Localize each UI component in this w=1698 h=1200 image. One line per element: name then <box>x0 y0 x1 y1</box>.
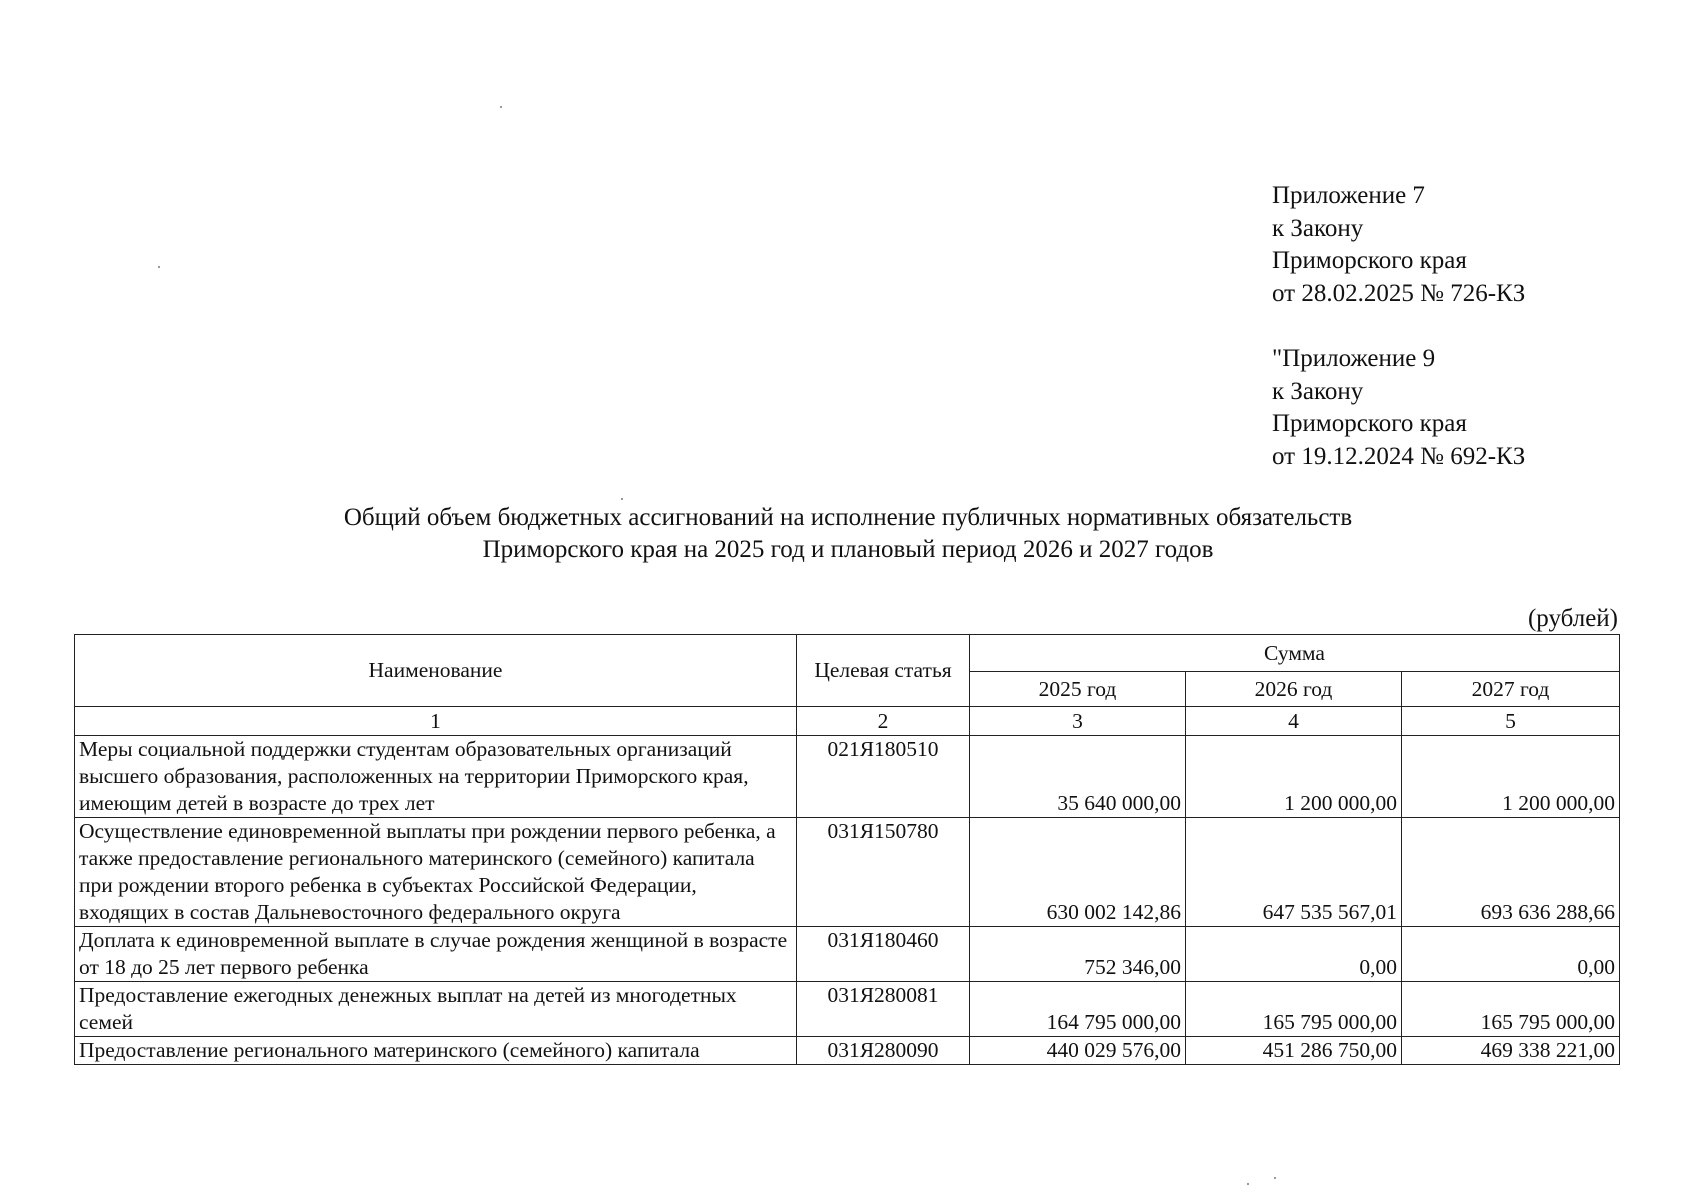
row-name: Предоставление ежегодных денежных выплат на детей из многодетных семей <box>75 982 797 1037</box>
scan-speck <box>500 106 502 108</box>
scan-speck <box>621 498 623 500</box>
row-amount-2027: 1 200 000,00 <box>1402 736 1620 818</box>
scan-speck <box>158 266 160 268</box>
row-amount-2027: 165 795 000,00 <box>1402 982 1620 1037</box>
title-line-2: Приморского края на 2025 год и плановый период 2026 и 2027 годов <box>482 536 1214 563</box>
appendix-gap <box>1272 310 1525 343</box>
row-name: Осуществление единовременной выплаты при рождении первого ребенка, а также предоставление регионального материнского (семейного) капитала при рождении второго ребенка в субъектах Российской Федерации, входящих в состав Дальневосточного федерального округа <box>75 818 797 927</box>
column-number: 2 <box>797 707 970 736</box>
row-amount-2025: 164 795 000,00 <box>970 982 1186 1037</box>
appendix-line: от 19.12.2024 № 692-КЗ <box>1272 442 1526 470</box>
row-code: 031Я180460 <box>797 927 970 982</box>
title-line-1: Общий объем бюджетных ассигнований на исполнение публичных нормативных обязательств <box>343 504 1353 531</box>
scan-speck <box>1247 1183 1249 1185</box>
row-name: Меры социальной поддержки студентам образовательных организаций высшего образования, расположенных на территории Приморского края, имеющим детей в возрасте до трех лет <box>75 736 797 818</box>
appendix-line: к Закону <box>1272 214 1364 242</box>
row-amount-2026: 0,00 <box>1186 927 1402 982</box>
appendix-line: Приморского края <box>1272 410 1467 437</box>
row-amount-2025: 752 346,00 <box>970 927 1186 982</box>
scan-speck <box>1274 1177 1276 1179</box>
row-amount-2027: 469 338 221,00 <box>1402 1037 1620 1065</box>
table-row <box>75 982 1620 1037</box>
appendix-reference <box>1272 180 1525 473</box>
header-row <box>75 635 1620 672</box>
row-code: 031Я280081 <box>797 982 970 1037</box>
header-year-2025: 2025 год <box>970 672 1186 707</box>
row-amount-2026: 647 535 567,01 <box>1186 818 1402 927</box>
row-amount-2026: 451 286 750,00 <box>1186 1037 1402 1065</box>
row-amount-2025: 440 029 576,00 <box>970 1037 1186 1065</box>
table-row <box>75 1037 1620 1065</box>
appendix-line: Приморского края <box>1272 247 1467 274</box>
header-name: Наименование <box>75 635 797 707</box>
appendix-line: от 28.02.2025 № 726-КЗ <box>1272 279 1526 307</box>
row-amount-2025: 630 002 142,86 <box>970 818 1186 927</box>
row-name: Предоставление регионального материнского (семейного) капитала <box>75 1037 797 1065</box>
header-year-2026: 2026 год <box>1186 672 1402 707</box>
column-number-row <box>75 707 1620 736</box>
row-code: 021Я180510 <box>797 736 970 818</box>
header-code: Целевая статья <box>797 635 970 707</box>
row-amount-2025: 35 640 000,00 <box>970 736 1186 818</box>
column-number: 4 <box>1186 707 1402 736</box>
row-amount-2026: 165 795 000,00 <box>1186 982 1402 1037</box>
document-title <box>74 502 1622 566</box>
appendix-line: к Закону <box>1272 377 1364 405</box>
row-name: Доплата к единовременной выплате в случае рождения женщиной в возрасте от 18 до 25 лет первого ребенка <box>75 927 797 982</box>
table-row <box>75 927 1620 982</box>
row-amount-2027: 0,00 <box>1402 927 1620 982</box>
table-row <box>75 736 1620 818</box>
header-sum: Сумма <box>970 635 1620 672</box>
budget-table <box>74 634 1620 1065</box>
row-amount-2026: 1 200 000,00 <box>1186 736 1402 818</box>
row-code: 031Я280090 <box>797 1037 970 1065</box>
column-number: 3 <box>970 707 1186 736</box>
column-number: 1 <box>75 707 797 736</box>
appendix-line: Приложение 7 <box>1272 182 1425 209</box>
header-year-2027: 2027 год <box>1402 672 1620 707</box>
table-row <box>75 818 1620 927</box>
row-amount-2027: 693 636 288,66 <box>1402 818 1620 927</box>
row-code: 031Я150780 <box>797 818 970 927</box>
column-number: 5 <box>1402 707 1620 736</box>
appendix-line: "Приложение 9 <box>1272 345 1436 372</box>
units-label: (рублей) <box>1527 605 1618 632</box>
